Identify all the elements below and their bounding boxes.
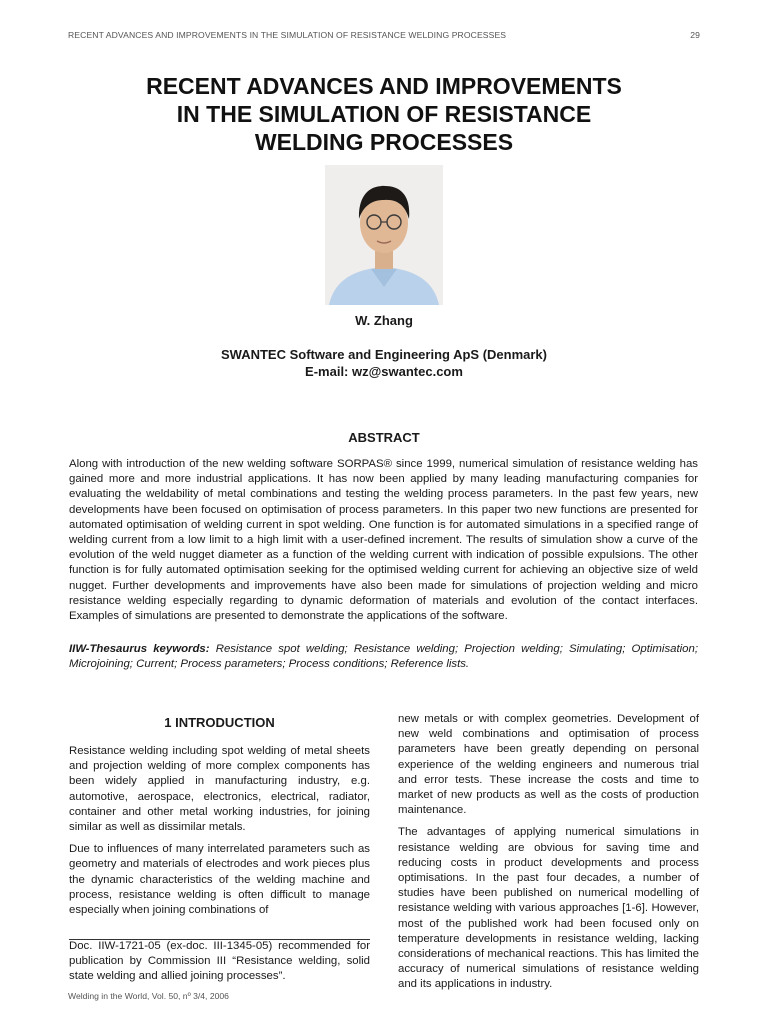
keywords — [69, 642, 698, 672]
paper-title — [60, 72, 708, 156]
section-heading-introduction: 1 INTRODUCTION — [164, 715, 275, 730]
title-line: RECENT ADVANCES AND IMPROVEMENTS — [146, 73, 622, 99]
body-paragraph: Resistance welding including spot welding of metal sheets and projection welding of more complex components has been widely applied in manufacturing industry, e.g. automotive, aerospace, electronics, electrical, radiator, container and other metal working industries, for joining similar as well as dissimilar metals. — [69, 745, 370, 834]
running-head-title: RECENT ADVANCES AND IMPROVEMENTS IN THE SIMULATION OF RESISTANCE WELDING PROCESSES — [68, 30, 507, 40]
left-column — [69, 744, 370, 925]
body-paragraph: Due to influences of many interrelated parameters such as geometry and materials of electrodes and work pieces plus the dynamic characteristics of the welding machine and process, resistance welding is often difficult to manage especially when joining combinations of — [69, 843, 370, 917]
abstract-heading: ABSTRACT — [348, 430, 420, 445]
body-paragraph: new metals or with complex geometries. Development of new weld combinations and optimisation of process parameters have been greatly depending on personal experience of the welding engineers and numerous trial and error tests. These increase the costs and time to market of new products as well as the costs of production maintenance. — [398, 713, 699, 817]
right-column — [398, 712, 699, 1000]
footnote: Doc. IIW-1721-05 (ex-doc. III-1345-05) recommended for publication by Commission III “Resistance welding, solid state welding and allied joining processes”. — [69, 940, 370, 983]
page-footer: Welding in the World, Vol. 50, nº 3/4, 2006 — [68, 991, 229, 1001]
title-line: WELDING PROCESSES — [254, 129, 514, 155]
keywords-text: Resistance spot welding; Resistance welding; Projection welding; Simulating; Optimisation; Microjoining; Current; Process parameters; Process conditions; Reference lists. — [69, 643, 699, 671]
running-head — [68, 30, 700, 40]
title-line: IN THE SIMULATION OF RESISTANCE — [176, 101, 592, 127]
affiliation: SWANTEC Software and Engineering ApS (Denmark) — [220, 347, 547, 362]
abstract-text: Along with introduction of the new welding software SORPAS® since 1999, numerical simulation of resistance welding has gained more and more industrial applications. It has now been applied by many leading manufacturing companies for evaluating the weldability of metal combinations and testing the welding process parameters. In the past few years, new developments have been focused on optimisation of process parameters. In this paper two new functions are presented for automated optimisation of welding current in spot welding. One function is for automated simulations in a specified range of welding current from a low limit to a high limit with a user-defined increment. The results of simulation show a curve of the evolution of the weld nugget diameter as a function of the welding current with indication of possible expulsions. The other function is for fully automated optimisation seeking for the optimised welding current for achieving an objective size of weld nugget. Further developments and improvements have also been made for simulations of projection welding and micro resistance welding especially regarding to dynamic deformation of materials and evolution of the contact interfaces. Examples of simulations are presented to demonstrate the applications of the software. — [69, 458, 698, 623]
author-name: W. Zhang — [355, 313, 413, 328]
author-portrait-image — [325, 165, 443, 305]
affiliation-block — [0, 346, 768, 380]
body-paragraph: The advantages of applying numerical simulations in resistance welding are obvious for saving time and reducing costs in product developments and process optimisations. In the past four decades, a number of studies have been published on numerical modelling of resistance welding with various approaches [1-6]. However, most of the published work had been focused only on temperature developments in resistance welding, lacking considerations of mechanical reactions. This has limited the accuracy of numerical simulations of resistance welding and its applications in industry. — [398, 826, 699, 991]
author-email: E-mail: wz@swantec.com — [305, 364, 463, 379]
keywords-label: IIW-Thesaurus keywords: — [69, 643, 210, 655]
page-number: 29 — [690, 30, 700, 40]
author-photo — [325, 165, 443, 305]
